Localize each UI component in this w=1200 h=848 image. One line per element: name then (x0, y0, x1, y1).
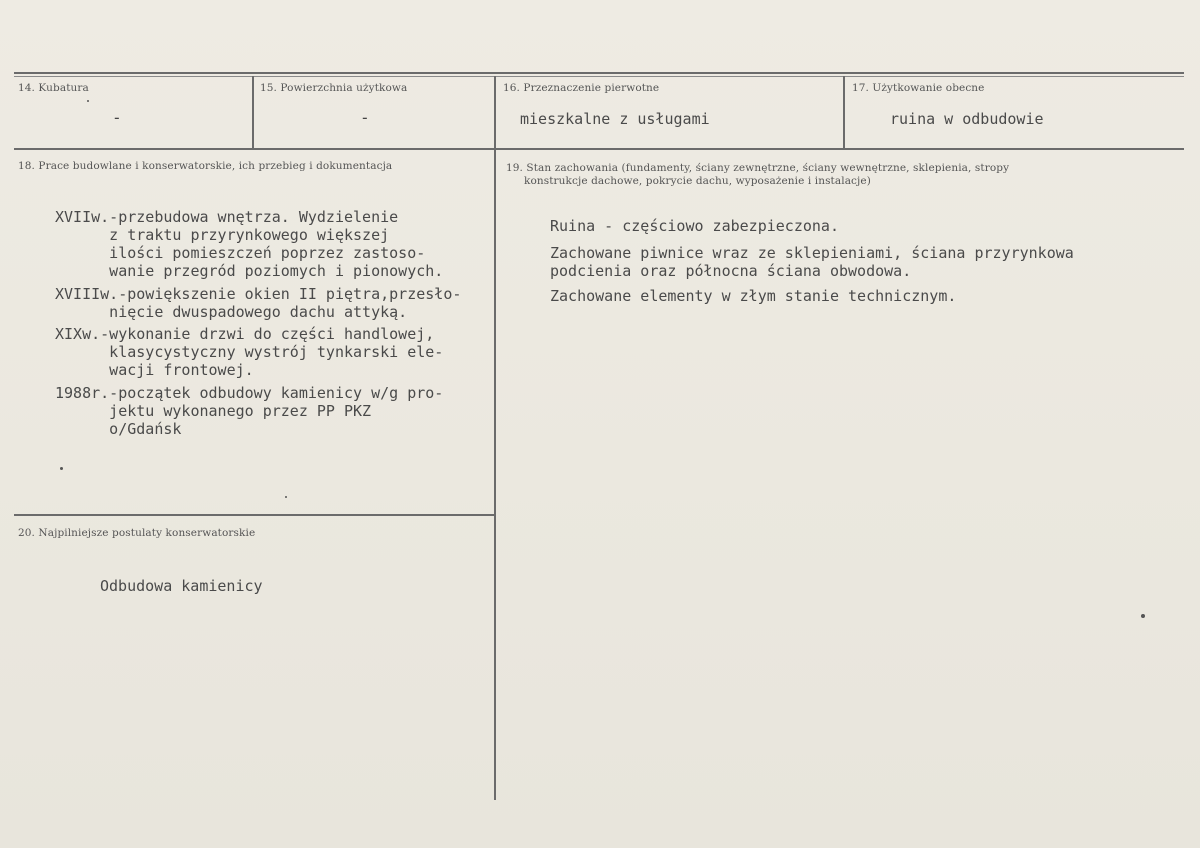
row1-rule (14, 148, 1184, 150)
field-19-label-cont: konstrukcje dachowe, pokrycie dachu, wyposażenie i instalacje) (524, 175, 871, 187)
field-20-value: Odbudowa kamienicy (100, 577, 263, 595)
top-rule (14, 72, 1184, 74)
condition-paragraph: podcienia oraz północna ściana obwodowa. (550, 262, 912, 280)
divider-14-15 (252, 76, 254, 150)
divider-16-17 (843, 76, 845, 150)
text-line: ilości pomieszczeń poprzez zastoso- (55, 244, 426, 262)
text-line: XVIIIw.-powiększenie okien II piętra,przesło- (55, 285, 462, 303)
field-15-label: 15. Powierzchnia użytkowa (260, 82, 408, 94)
speck (285, 496, 287, 498)
divider-main (494, 150, 496, 800)
field-19-label: 19. Stan zachowania (fundamenty, ściany zewnętrzne, ściany wewnętrzne, sklepienia, stropy (506, 162, 1010, 174)
field-14-label: 14. Kubatura (18, 82, 89, 94)
text-line: 1988r.-początek odbudowy kamienicy w/g pro- (55, 384, 444, 402)
divider-15-16 (494, 76, 496, 150)
text-line: z traktu przyrynkowego większej (55, 226, 390, 244)
condition-paragraph: Zachowane piwnice wraz ze sklepieniami, ściana przyrynkowa (550, 244, 1074, 262)
field-15-value: - (360, 108, 370, 127)
field-18-label: 18. Prace budowlane i konserwatorskie, ich przebieg i dokumentacja (18, 160, 393, 172)
speck (87, 100, 89, 102)
field-16-value: mieszkalne z usługami (520, 110, 710, 128)
text-line: XIXw.-wykonanie drzwi do części handlowej, (55, 325, 435, 343)
text-line: wacji frontowej. (55, 361, 254, 379)
row18-rule (14, 514, 496, 516)
text-line: klasycystyczny wystrój tynkarski ele- (55, 343, 444, 361)
speck (60, 467, 63, 470)
text-line: wanie przegród poziomych i pionowych. (55, 262, 444, 280)
condition-paragraph: Zachowane elementy w złym stanie technicznym. (550, 287, 957, 305)
text-line: XVIIw.-przebudowa wnętrza. Wydzielenie (55, 208, 399, 226)
field-16-label: 16. Przeznaczenie pierwotne (503, 82, 660, 94)
text-line: nięcie dwuspadowego dachu attyką. (55, 303, 408, 321)
condition-paragraph: Ruina - częściowo zabezpieczona. (550, 217, 839, 235)
field-14-value: - (112, 108, 122, 127)
speck (1141, 614, 1145, 618)
text-line: jektu wykonanego przez PP PKZ (55, 402, 372, 420)
field-17-value: ruina w odbudowie (890, 110, 1044, 128)
top-rule-inner (14, 76, 1184, 77)
field-17-label: 17. Użytkowanie obecne (852, 82, 985, 94)
text-line: o/Gdańsk (55, 420, 182, 438)
field-20-label: 20. Najpilniejsze postulaty konserwatorskie (18, 527, 256, 539)
